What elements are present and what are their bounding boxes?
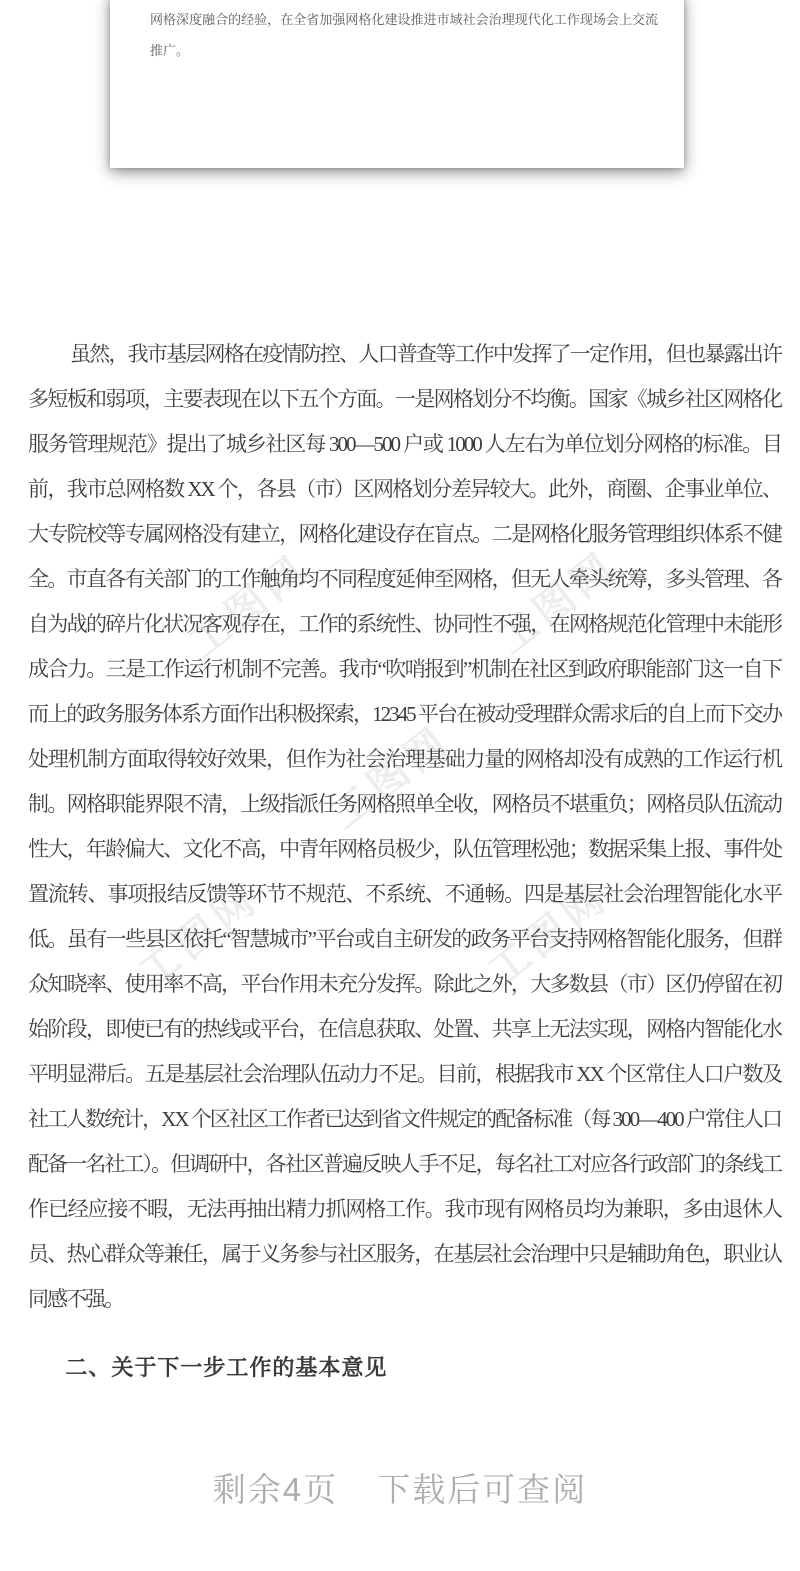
remaining-pages-bar [0, 1468, 800, 1512]
section-heading: 二、关于下一步工作的基本意见 [65, 1355, 388, 1380]
watermark-text: 工图网 [489, 543, 626, 664]
document-paragraph: 虽然，我市基层网格在疫情防控、人口普查等工作中发挥了一定作用，但也暴露出许多短板和弱项，主要表现在以下五个方面。一是网格划分不均衡。国家《城乡社区网格化服务管理规范》提出了城乡社区每 300—500 户或 1000 人左右为单位划分网格的标准。目前，我市总网格数 XX 个，各县（市）区网格划分差异较大。此外，商圈、企事业单位、大专院校等专属网格没有建立，网格化建设存在盲点。二是网格化服务管理组织体系不健全。市直各有关部门的工作触角均不同程度延伸至网格，但无人牵头统筹，多头管理、各自为战的碎片化状况客观存在，工作的系统性、协同性不强，在网格规范化管理中未能形成合力。三是工作运行机制不完善。我市“吹哨报到”机制在社区到政府职能部门这一自下而上的政务服务体系方面作出积极探索，12345 平台在被动受理群众需求后的自上而下交办处理机制方面取得较好效果，但作为社会治理基础力量的网格却没有成熟的工作运行机制。网格职能界限不清，上级指派任务网格照单全收，网格员不堪重负；网格员队伍流动性大，年龄偏大、文化不高，中青年网格员极少，队伍管理松弛；数据采集上报、事件处置流转、事项报结反馈等环节不规范、不系统、不通畅。四是基层社会治理智能化水平低。虽有一些县区依托“智慧城市”平台或自主研发的政务平台支持网格智能化服务，但群众知晓率、使用率不高，平台作用未充分发挥。除此之外，大多数县（市）区仍停留在初始阶段，即使已有的热线或平台，在信息获取、处置、共享上无法实现，网格内智能化水平明显滞后。五是基层社会治理队伍动力不足。目前，根据我市 XX 个区常住人口户数及社工人数统计，XX 个区社区工作者已达到省文件规定的配备标准（每 300—400 户常住人口配备一名社工）。但调研中，各社区普遍反映人手不足，每名社工对应各行政部门的条线工作已经应接不暇，无法再抽出精力抓网格工作。我市现有网格员均为兼职，多由退休人员、热心群众等兼任，属于义务参与社区服务，在基层社会治理中只是辅助角色，职业认同感不强。 [28, 342, 781, 1311]
remaining-pages-count: 剩余4页 [212, 1471, 339, 1508]
document-page-preview [110, 0, 684, 168]
watermark-text: 工图网 [323, 717, 460, 838]
watermark-text: 工图网 [181, 546, 318, 667]
download-hint: 下载后可查阅 [377, 1471, 588, 1508]
watermark-text: 工图网 [131, 876, 268, 997]
document-body [28, 332, 781, 1322]
page-fragment-text: 网格深度融合的经验，在全省加强网格化建设推进市域社会治理现代化工作现场会上交流推广。 [150, 12, 658, 58]
watermark-text: 工图网 [481, 874, 618, 995]
